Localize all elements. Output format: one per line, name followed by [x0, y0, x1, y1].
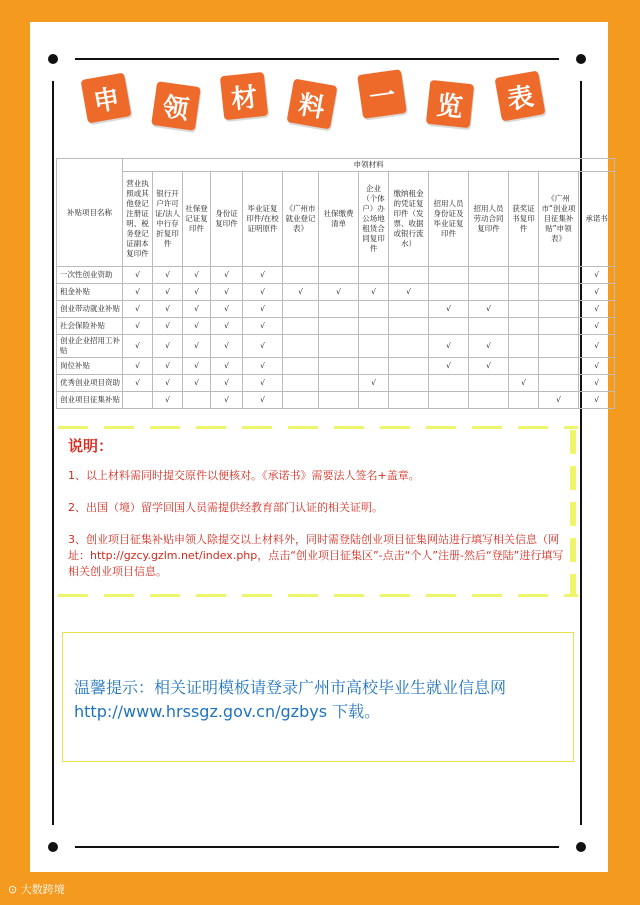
column-header: 毕业证复印件/在校证明原件: [243, 172, 283, 267]
column-header: 社保登记证复印件: [183, 172, 211, 267]
table-row: [57, 318, 615, 335]
check-cell: √: [389, 284, 429, 301]
check-cell: √: [211, 375, 243, 392]
check-cell: [319, 358, 359, 375]
check-cell: [539, 358, 579, 375]
check-cell: [389, 392, 429, 409]
title-char: 申: [81, 73, 132, 124]
check-cell: √: [539, 392, 579, 409]
row-name: 一次性创业资助: [57, 267, 123, 284]
check-cell: [389, 318, 429, 335]
check-cell: [359, 335, 389, 358]
check-cell: √: [509, 375, 539, 392]
check-cell: [283, 392, 319, 409]
column-header: 身份证复印件: [211, 172, 243, 267]
row-name: 创业企业招用工补贴: [57, 335, 123, 358]
notes-heading: 说明：: [68, 437, 114, 455]
check-cell: √: [153, 284, 183, 301]
check-cell: [283, 375, 319, 392]
title-char: 一: [357, 69, 407, 119]
check-cell: [319, 301, 359, 318]
check-cell: [509, 392, 539, 409]
column-header: 银行开户许可证/法人中行存折复印件: [153, 172, 183, 267]
tip-text: 温馨提示：相关证明模板请登录广州市高校毕业生就业信息网http://www.hrssgz.gov.cn/gzbys 下载。: [74, 678, 507, 721]
check-cell: [359, 267, 389, 284]
corner-top-left: [31, 37, 75, 81]
check-cell: √: [579, 375, 615, 392]
check-cell: [319, 375, 359, 392]
check-cell: [429, 375, 469, 392]
check-cell: [469, 267, 509, 284]
check-cell: √: [123, 335, 153, 358]
check-cell: [539, 267, 579, 284]
check-cell: √: [153, 318, 183, 335]
check-cell: √: [183, 318, 211, 335]
check-cell: [319, 318, 359, 335]
check-cell: [509, 358, 539, 375]
check-cell: √: [243, 267, 283, 284]
watermark-logo-icon: ⊙: [8, 883, 18, 896]
check-cell: √: [243, 375, 283, 392]
check-cell: √: [319, 284, 359, 301]
check-cell: √: [183, 375, 211, 392]
check-cell: [183, 392, 211, 409]
watermark-text: 大数跨境: [20, 883, 65, 896]
table-row: [57, 392, 615, 409]
column-header: 企业（个体户）办公场地租赁合同复印件: [359, 172, 389, 267]
check-cell: √: [579, 318, 615, 335]
column-header: 《广州市就业登记表》: [283, 172, 319, 267]
check-cell: √: [153, 301, 183, 318]
notes-dash-right: [570, 430, 576, 596]
check-cell: [539, 301, 579, 318]
check-cell: [283, 358, 319, 375]
check-cell: √: [123, 318, 153, 335]
row-name: 租金补贴: [57, 284, 123, 301]
check-cell: √: [243, 284, 283, 301]
table-row: [57, 375, 615, 392]
check-cell: [389, 358, 429, 375]
frame-top-line: [52, 58, 582, 60]
table-row: [57, 267, 615, 284]
check-cell: [509, 301, 539, 318]
page-title: [82, 68, 558, 128]
check-cell: √: [469, 301, 509, 318]
corner-bottom-left: [31, 825, 75, 869]
row-name: 创业项目征集补贴: [57, 392, 123, 409]
table-row: [57, 301, 615, 318]
check-cell: [429, 318, 469, 335]
check-cell: √: [359, 284, 389, 301]
title-char: 材: [220, 72, 268, 120]
table-row: [57, 284, 615, 301]
check-cell: [359, 318, 389, 335]
materials-table: [56, 158, 615, 409]
check-cell: √: [211, 284, 243, 301]
check-cell: √: [469, 335, 509, 358]
check-cell: √: [183, 301, 211, 318]
pin-dot-icon: [576, 842, 586, 852]
check-cell: [283, 301, 319, 318]
check-cell: [389, 267, 429, 284]
check-cell: √: [183, 358, 211, 375]
check-cell: [469, 392, 509, 409]
check-cell: [539, 318, 579, 335]
pin-dot-icon: [576, 54, 586, 64]
check-cell: [123, 392, 153, 409]
check-cell: [509, 318, 539, 335]
check-cell: √: [123, 301, 153, 318]
check-cell: [509, 284, 539, 301]
title-char: 领: [151, 81, 201, 131]
table-row: [57, 335, 615, 358]
check-cell: [319, 392, 359, 409]
check-cell: √: [429, 358, 469, 375]
check-cell: √: [183, 267, 211, 284]
check-cell: √: [123, 267, 153, 284]
check-cell: [283, 335, 319, 358]
pin-dot-icon: [48, 54, 58, 64]
row-name: 优秀创业项目资助: [57, 375, 123, 392]
column-header: 营业执照或其他登记注册证明、税务登记证副本复印件: [123, 172, 153, 267]
check-cell: [539, 375, 579, 392]
check-cell: √: [123, 358, 153, 375]
check-cell: √: [469, 358, 509, 375]
check-cell: √: [579, 301, 615, 318]
check-cell: √: [243, 358, 283, 375]
check-cell: √: [153, 358, 183, 375]
corner-top-right: [559, 37, 603, 81]
check-cell: [509, 267, 539, 284]
row-name: 创业带动就业补贴: [57, 301, 123, 318]
check-cell: √: [211, 267, 243, 284]
column-header: 招用人员身份证及毕业证复印件: [429, 172, 469, 267]
check-cell: [429, 392, 469, 409]
check-cell: [359, 392, 389, 409]
table-row: [57, 358, 615, 375]
check-cell: [359, 358, 389, 375]
check-cell: [389, 375, 429, 392]
check-cell: [429, 267, 469, 284]
title-char: 料: [287, 79, 338, 130]
check-cell: √: [123, 284, 153, 301]
frame-bottom-line: [52, 846, 582, 848]
check-cell: √: [243, 301, 283, 318]
check-cell: √: [579, 284, 615, 301]
check-cell: [319, 335, 359, 358]
notes-section: [68, 435, 568, 596]
check-cell: √: [123, 375, 153, 392]
check-cell: [469, 318, 509, 335]
frame-left-line: [52, 58, 54, 848]
check-cell: √: [243, 392, 283, 409]
check-cell: [509, 335, 539, 358]
notes-dash-top: [58, 426, 578, 429]
check-cell: √: [211, 358, 243, 375]
check-cell: [283, 267, 319, 284]
check-cell: [389, 301, 429, 318]
note-item: 2、出国（境）留学回国人员需提供经教育部门认证的相关证明。: [68, 501, 383, 514]
check-cell: √: [579, 267, 615, 284]
column-header: 社保缴费清单: [319, 172, 359, 267]
column-header: 获奖证书复印件: [509, 172, 539, 267]
check-cell: √: [211, 301, 243, 318]
title-char: 览: [426, 80, 474, 128]
check-cell: [469, 375, 509, 392]
check-cell: √: [153, 267, 183, 284]
check-cell: √: [579, 392, 615, 409]
check-cell: √: [211, 318, 243, 335]
check-cell: [359, 301, 389, 318]
check-cell: [319, 267, 359, 284]
check-cell: √: [429, 335, 469, 358]
check-cell: √: [359, 375, 389, 392]
note-item: 3、创业项目征集补贴申领人除提交以上材料外，同时需登陆创业项目征集网站进行填写相关信息（网址：http://gzcy.gzlm.net/index.php，点击“创业项目征集区”-点击“个人”注册-然后“登陆”进行填写相关创业项目信息。: [68, 533, 564, 578]
check-cell: √: [211, 392, 243, 409]
check-cell: √: [579, 335, 615, 358]
title-char: 表: [495, 71, 546, 122]
check-cell: √: [153, 392, 183, 409]
row-name: 岗位补贴: [57, 358, 123, 375]
check-cell: √: [429, 301, 469, 318]
column-header: 缴纳租金的凭证复印件（发票、收据或银行流水）: [389, 172, 429, 267]
column-header: 招用人员劳动合同复印件: [469, 172, 509, 267]
check-cell: √: [153, 375, 183, 392]
check-cell: [469, 284, 509, 301]
pin-dot-icon: [48, 842, 58, 852]
check-cell: √: [579, 358, 615, 375]
column-header: 承诺书: [579, 172, 615, 267]
table-header-project: 补贴项目名称: [57, 159, 123, 267]
check-cell: √: [283, 284, 319, 301]
check-cell: √: [183, 335, 211, 358]
watermark: [8, 881, 65, 897]
corner-bottom-right: [559, 825, 603, 869]
check-cell: [539, 284, 579, 301]
check-cell: [429, 284, 469, 301]
check-cell: [283, 318, 319, 335]
check-cell: √: [153, 335, 183, 358]
row-name: 社会保险补贴: [57, 318, 123, 335]
check-cell: [539, 335, 579, 358]
check-cell: √: [243, 335, 283, 358]
check-cell: √: [211, 335, 243, 358]
note-item: 1、以上材料需同时提交原件以便核对。《承诺书》需要法人签名+盖章。: [68, 469, 420, 482]
table-group-header: 申领材料: [123, 159, 615, 172]
check-cell: √: [183, 284, 211, 301]
check-cell: [389, 335, 429, 358]
check-cell: √: [243, 318, 283, 335]
column-header: 《广州市“创业项目征集补贴”申领表》: [539, 172, 579, 267]
